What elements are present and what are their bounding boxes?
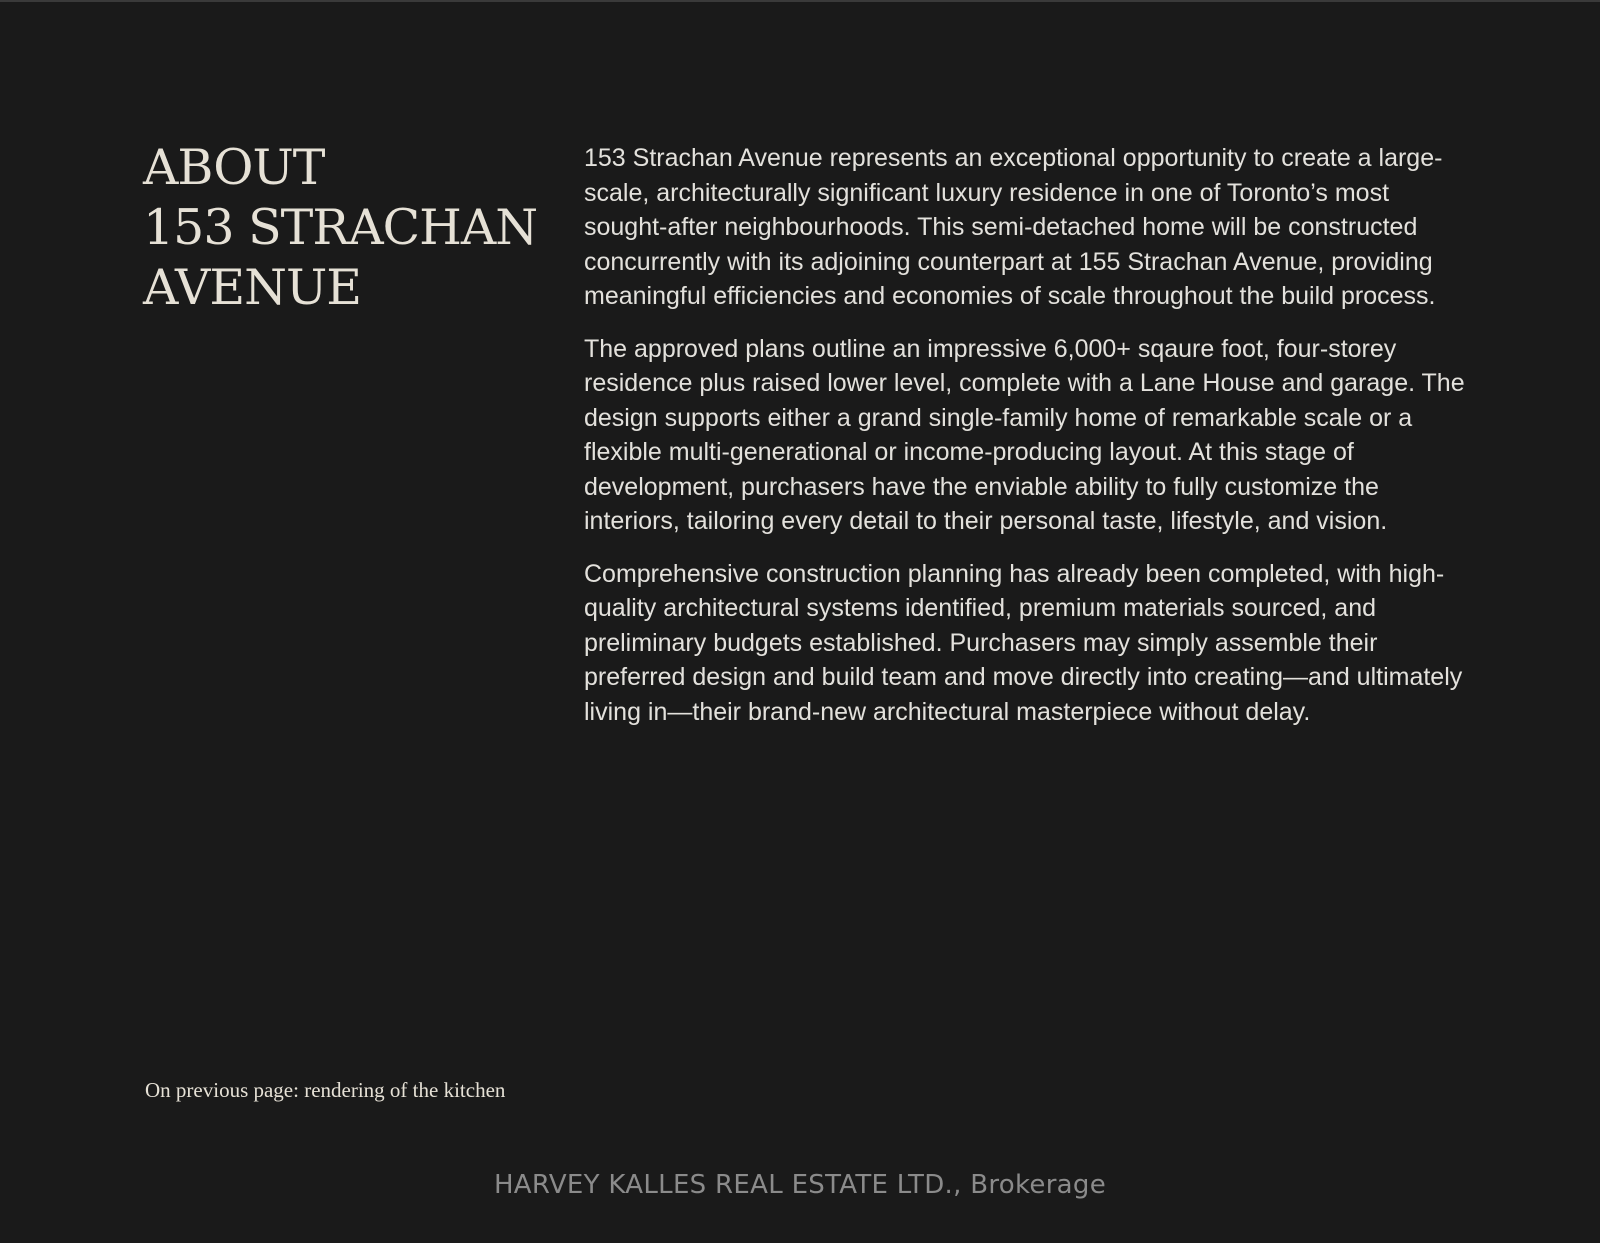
top-border (0, 0, 1600, 2)
page-title-line-3: AVENUE (143, 259, 362, 316)
page-title (143, 138, 563, 318)
description-paragraph-3: Comprehensive construction planning has already been completed, with high-quality architectural systems identified, premium materials sourced, and preliminary budgets established. Purchasers may simply assemble their preferred design and build team and move directly into creating—and ultimately living in—their brand-new architectural masterpiece without delay. (584, 559, 1463, 726)
page-title-line-2: 153 STRACHAN (143, 199, 538, 256)
description-body (584, 141, 1474, 747)
description-paragraph-2: The approved plans outline an impressive 6,000+ sqaure foot, four-storey residence plus raised lower level, complete with a Lane House and garage. The design supports either a grand single-family home of remarkable scale or a flexible multi-generational or income-producing layout. At this stage of development, purchasers have the enviable ability to fully customize the interiors, tailoring every detail to their personal taste, lifestyle, and vision. (584, 334, 1465, 535)
page-title-line-1: ABOUT (143, 139, 325, 196)
description-paragraph-1: 153 Strachan Avenue represents an exceptional opportunity to create a large-scale, architecturally significant luxury residence in one of Toronto’s most sought-after neighbourhoods. This semi-detached home will be constructed concurrently with its adjoining counterpart at 155 Strachan Avenue, providing meaningful efficiencies and economies of scale throughout the build process. (584, 144, 1443, 310)
brokerage-footer: HARVEY KALLES REAL ESTATE LTD., Brokerage (493, 1170, 1107, 1200)
image-caption: On previous page: rendering of the kitchen (145, 1078, 506, 1102)
